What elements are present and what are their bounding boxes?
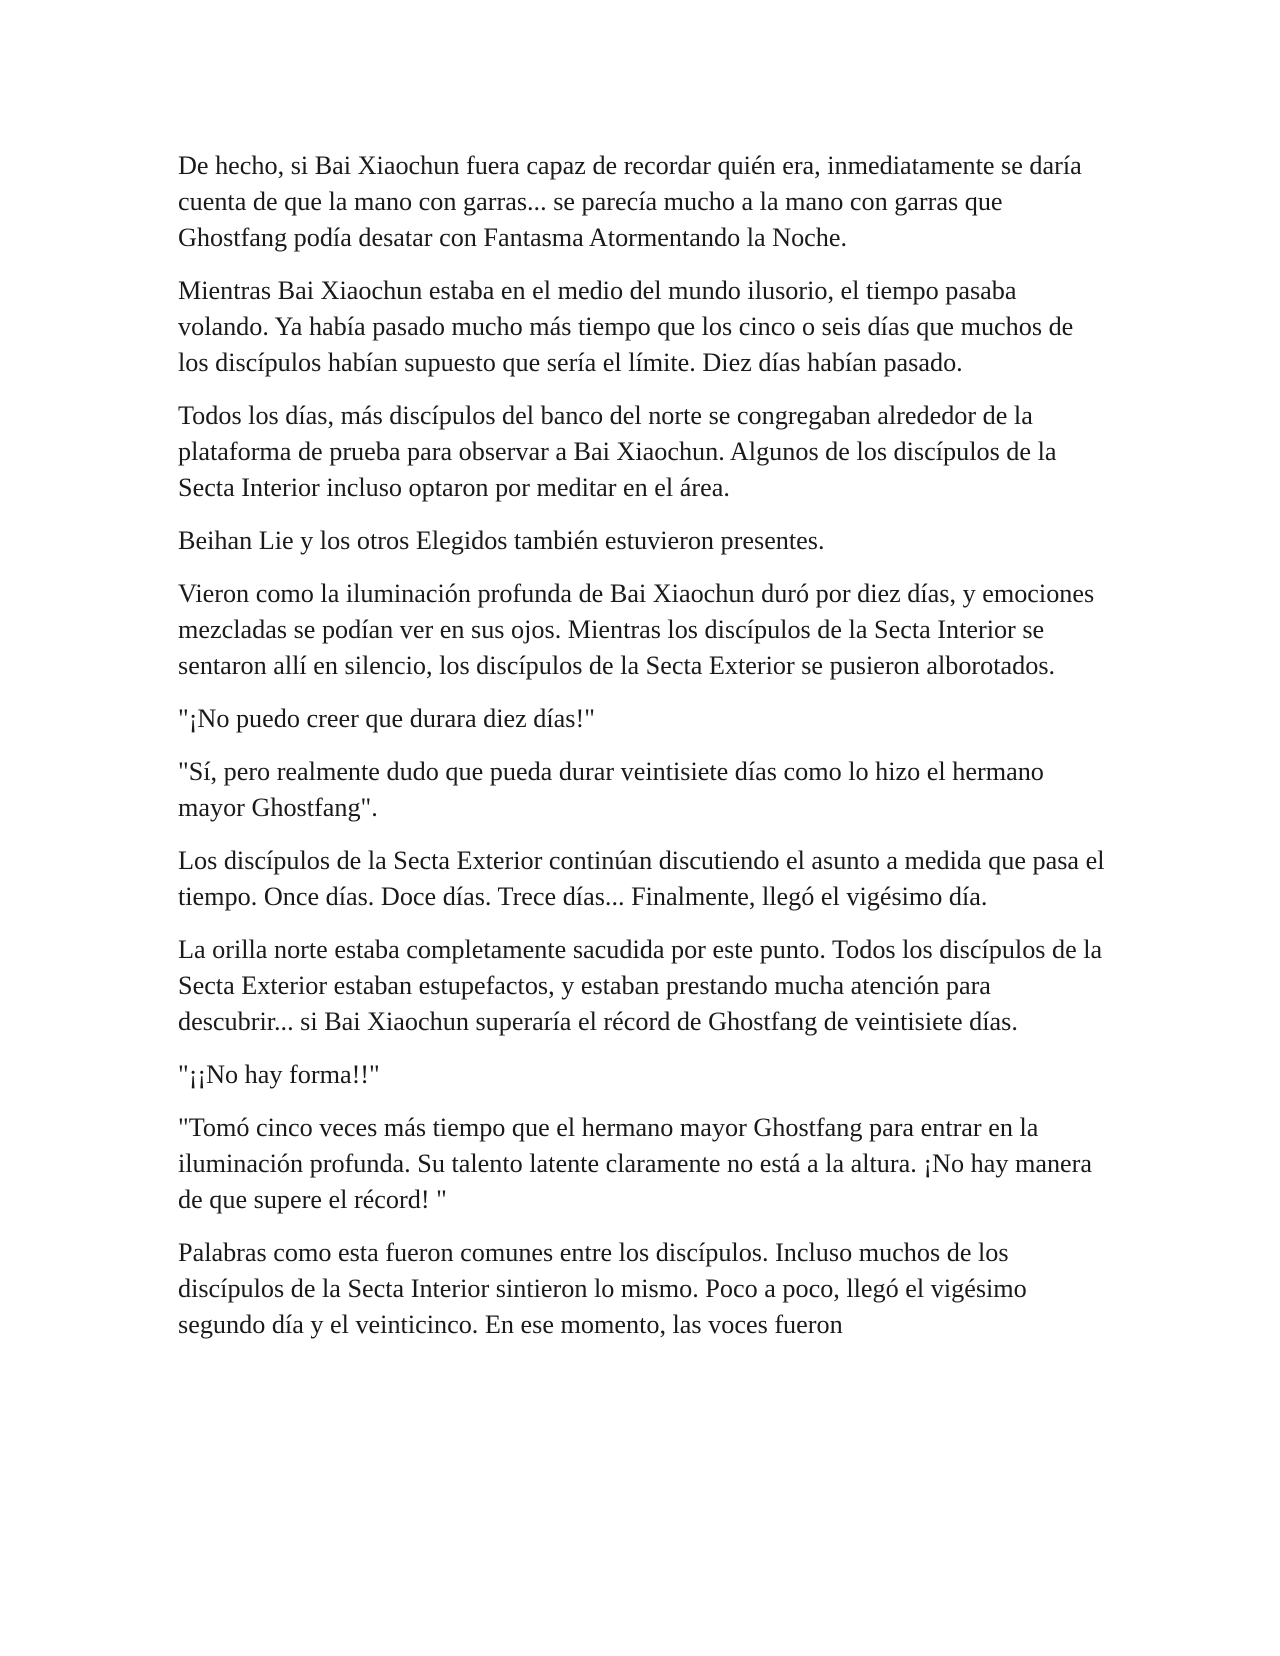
- document-body: [178, 148, 1108, 1360]
- paragraph: Vieron como la iluminación profunda de Bai Xiaochun duró por diez días, y emociones mezcladas se podían ver en sus ojos. Mientras los discípulos de la Secta Interior se sentaron allí en silencio, los discípulos de la Secta Exterior se pusieron alborotados.: [178, 579, 1095, 680]
- paragraph: "¡No puedo creer que durara diez días!": [178, 704, 595, 733]
- paragraph: De hecho, si Bai Xiaochun fuera capaz de recordar quién era, inmediatamente se daría cuenta de que la mano con garras... se parecía mucho a la mano con garras que Ghostfang podía desatar con Fantasma Atormentando la Noche.: [178, 151, 1082, 252]
- paragraph: Mientras Bai Xiaochun estaba en el medio del mundo ilusorio, el tiempo pasaba volando. Ya había pasado mucho más tiempo que los cinco o seis días que muchos de los discípulos habían supuesto que sería el límite. Diez días habían pasado.: [178, 276, 1074, 377]
- paragraph: "Tomó cinco veces más tiempo que el hermano mayor Ghostfang para entrar en la iluminación profunda. Su talento latente claramente no está a la altura. ¡No hay manera de que supere el récord! ": [178, 1113, 1093, 1214]
- paragraph: La orilla norte estaba completamente sacudida por este punto. Todos los discípulos de la Secta Exterior estaban estupefactos, y estaban prestando mucha atención para descubrir... si Bai Xiaochun superaría el récord de Ghostfang de veintisiete días.: [178, 935, 1103, 1036]
- paragraph: "¡¡No hay forma!!": [178, 1060, 380, 1089]
- paragraph: Palabras como esta fueron comunes entre los discípulos. Incluso muchos de los discípulos de la Secta Interior sintieron lo mismo. Poco a poco, llegó el vigésimo segundo día y el veinticinco. En ese momento, las voces fueron: [178, 1238, 1027, 1339]
- paragraph: Los discípulos de la Secta Exterior continúan discutiendo el asunto a medida que pasa el tiempo. Once días. Doce días. Trece días... Finalmente, llegó el vigésimo día.: [178, 846, 1105, 911]
- paragraph: Beihan Lie y los otros Elegidos también estuvieron presentes.: [178, 526, 825, 555]
- paragraph: Todos los días, más discípulos del banco del norte se congregaban alrededor de la plataforma de prueba para observar a Bai Xiaochun. Algunos de los discípulos de la Secta Interior incluso optaron por meditar en el área.: [178, 401, 1057, 502]
- paragraph: "Sí, pero realmente dudo que pueda durar veintisiete días como lo hizo el hermano mayor Ghostfang".: [178, 757, 1044, 822]
